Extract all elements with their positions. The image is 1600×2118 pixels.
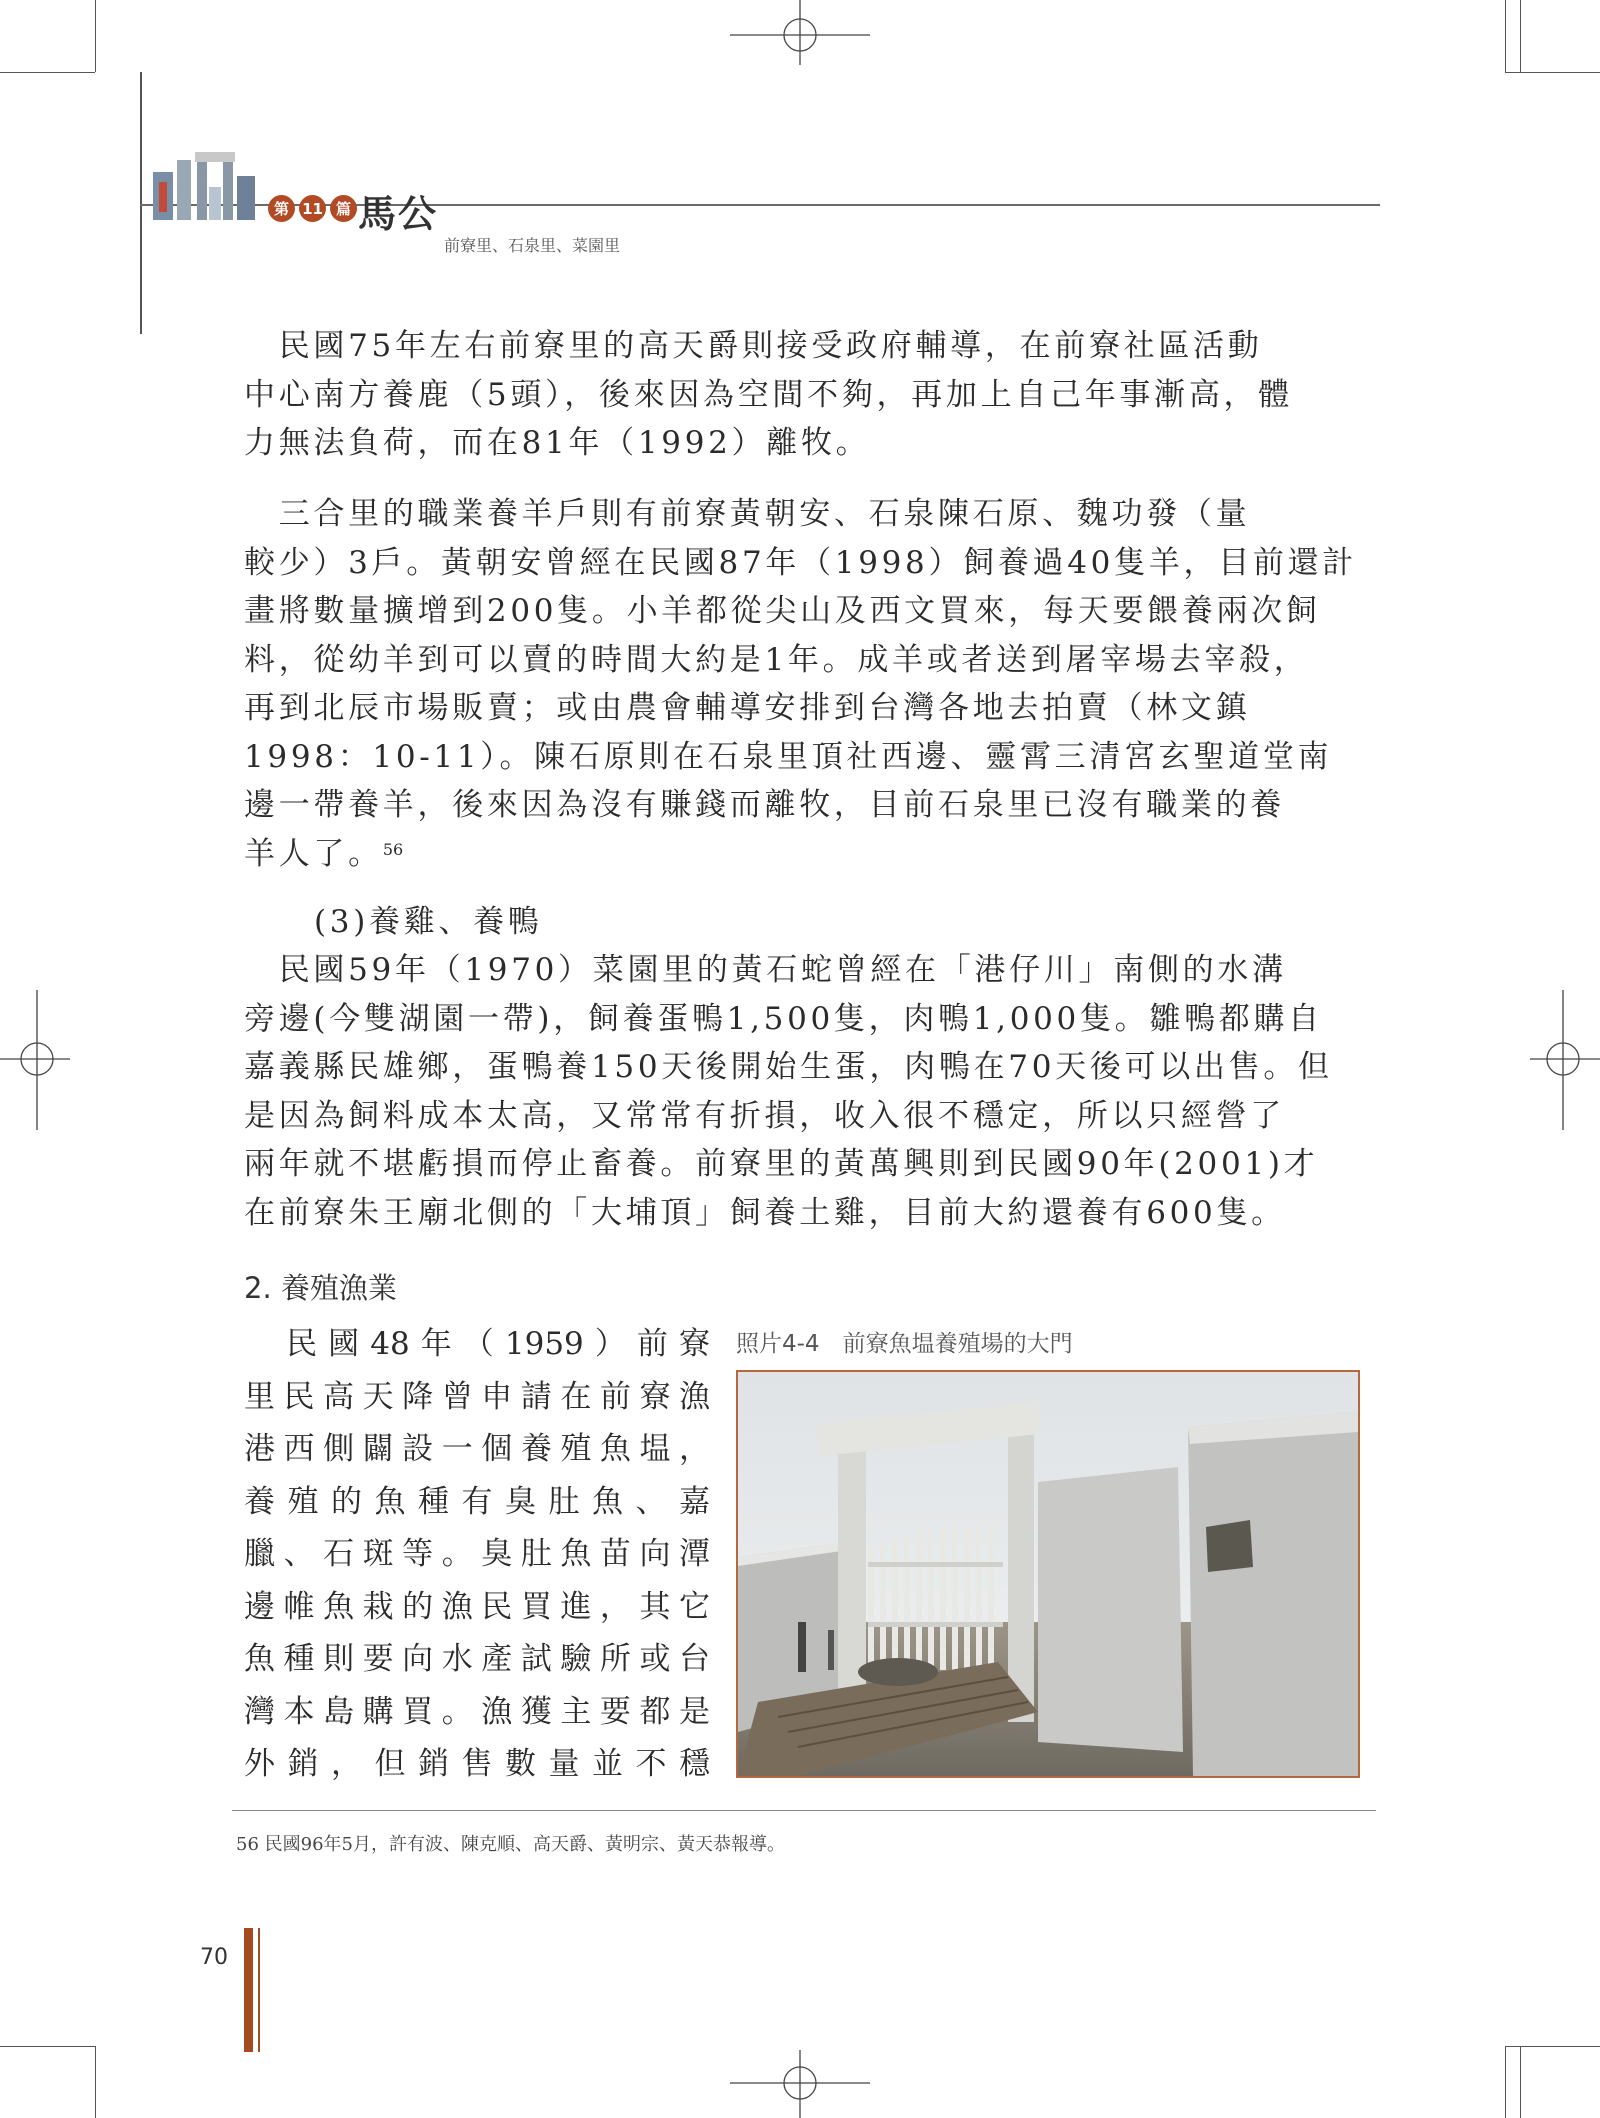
text-line: 中心南方養鹿（5頭），後來因為空間不夠，再加上自己年事漸高，體 — [244, 376, 1293, 413]
gate-logo-icon — [145, 142, 260, 220]
section-heading: 2. 養殖漁業 — [244, 1271, 397, 1305]
text-line: 港西側闢設一個養殖魚塭， — [244, 1431, 710, 1467]
village-subtitle: 前寮里、石泉里、菜園里 — [444, 236, 621, 255]
text-line: 灣本島購買。漁獲主要都是 — [244, 1693, 710, 1730]
photo-caption: 照片4-4 前寮魚塭養殖場的大門 — [736, 1331, 1073, 1357]
text-line: 嘉義縣民雄鄉，蛋鴨養150天後開始生蛋，肉鴨在70天後可以出售。但 — [244, 1049, 1333, 1085]
page-accent-bar — [244, 1928, 253, 2052]
text-line: 兩年就不堪虧損而停止畜養。前寮里的黃萬興則到民國90年(2001)才 — [244, 1146, 1319, 1182]
text-line: 養殖的魚種有臭肚魚、嘉 — [244, 1483, 710, 1520]
text-line: 邊一帶養羊，後來因為沒有賺錢而離牧，目前石泉里已沒有職業的養 — [244, 787, 1285, 823]
footnote: 56 民國96年5月，許有波、陳克順、高天爵、黃明宗、黃天恭報導。 — [236, 1834, 785, 1855]
text-line: 力無法負荷，而在81年（1992）離牧。 — [244, 425, 871, 461]
sub-heading: (3)養雞、養鴨 — [314, 904, 543, 940]
paragraph-deer — [244, 322, 1364, 468]
text-line: 再到北辰市場販賣；或由農會輔導安排到台灣各地去拍賣（林文鎮 — [244, 690, 1251, 726]
chapter-badge — [268, 195, 357, 222]
text-line: 較少）3戶。黃朝安曾經在民國87年（1998）飼養過40隻羊，目前還計 — [244, 544, 1358, 581]
text-line: 外銷，但銷售數量並不穩 — [244, 1746, 710, 1782]
chapter-suffix: 篇 — [330, 195, 357, 222]
text-line: 臘、石斑等。臭肚魚苗向潭 — [244, 1536, 710, 1572]
town-title: 馬公 — [358, 191, 439, 236]
text-line: 魚種則要向水產試驗所或台 — [244, 1641, 710, 1677]
chapter-number: 11 — [299, 195, 326, 222]
text-line: 1998：10-11）。陳石原則在石泉里頂社西邊、靈霄三清宮玄聖道堂南 — [244, 738, 1333, 775]
paragraph-goat — [244, 490, 1364, 878]
text-line: 邊帷魚栽的漁民買進，其它 — [244, 1588, 710, 1625]
page-accent-line — [258, 1928, 260, 2052]
footnote-rule — [232, 1810, 1376, 1811]
footnote-ref: 56 — [382, 839, 404, 859]
fish-farm-gate-photo — [736, 1370, 1360, 1778]
paragraph-fish-farm — [244, 1318, 710, 1791]
header-vertical-rule — [140, 72, 142, 334]
text-line: 羊人了。 — [244, 835, 383, 872]
text-line: 料，從幼羊到可以賣的時間大約是1年。成羊或者送到屠宰場去宰殺， — [244, 641, 1309, 678]
text-line: 里民高天降曾申請在前寮漁 — [244, 1378, 710, 1415]
text-line: 民國59年（1970）菜園里的黃石蛇曾經在「港仔川」南側的水溝 — [244, 952, 1287, 988]
page-number: 70 — [200, 1945, 228, 1970]
text-line: 三合里的職業養羊戶則有前寮黃朝安、石泉陳石原、魏功發（量 — [244, 496, 1251, 532]
chapter-prefix: 第 — [268, 195, 295, 222]
text-line: 旁邊(今雙湖園一帶)，飼養蛋鴨1,500隻，肉鴨1,000隻。雛鴨都購自 — [244, 1000, 1323, 1037]
text-line: 民國48年（1959）前寮 — [244, 1326, 710, 1362]
text-line: 是因為飼料成本太高，又常常有折損，收入很不穩定，所以只經營了 — [244, 1097, 1285, 1134]
text-line: 在前寮朱王廟北側的「大埔頂」飼養土雞，目前大約還養有600隻。 — [244, 1194, 1286, 1231]
text-line: 畫將數量擴增到200隻。小羊都從尖山及西文買來，每天要餵養兩次飼 — [244, 593, 1321, 629]
paragraph-poultry — [244, 946, 1364, 1237]
text-line: 民國75年左右前寮里的高天爵則接受政府輔導，在前寮社區活動 — [244, 328, 1263, 364]
